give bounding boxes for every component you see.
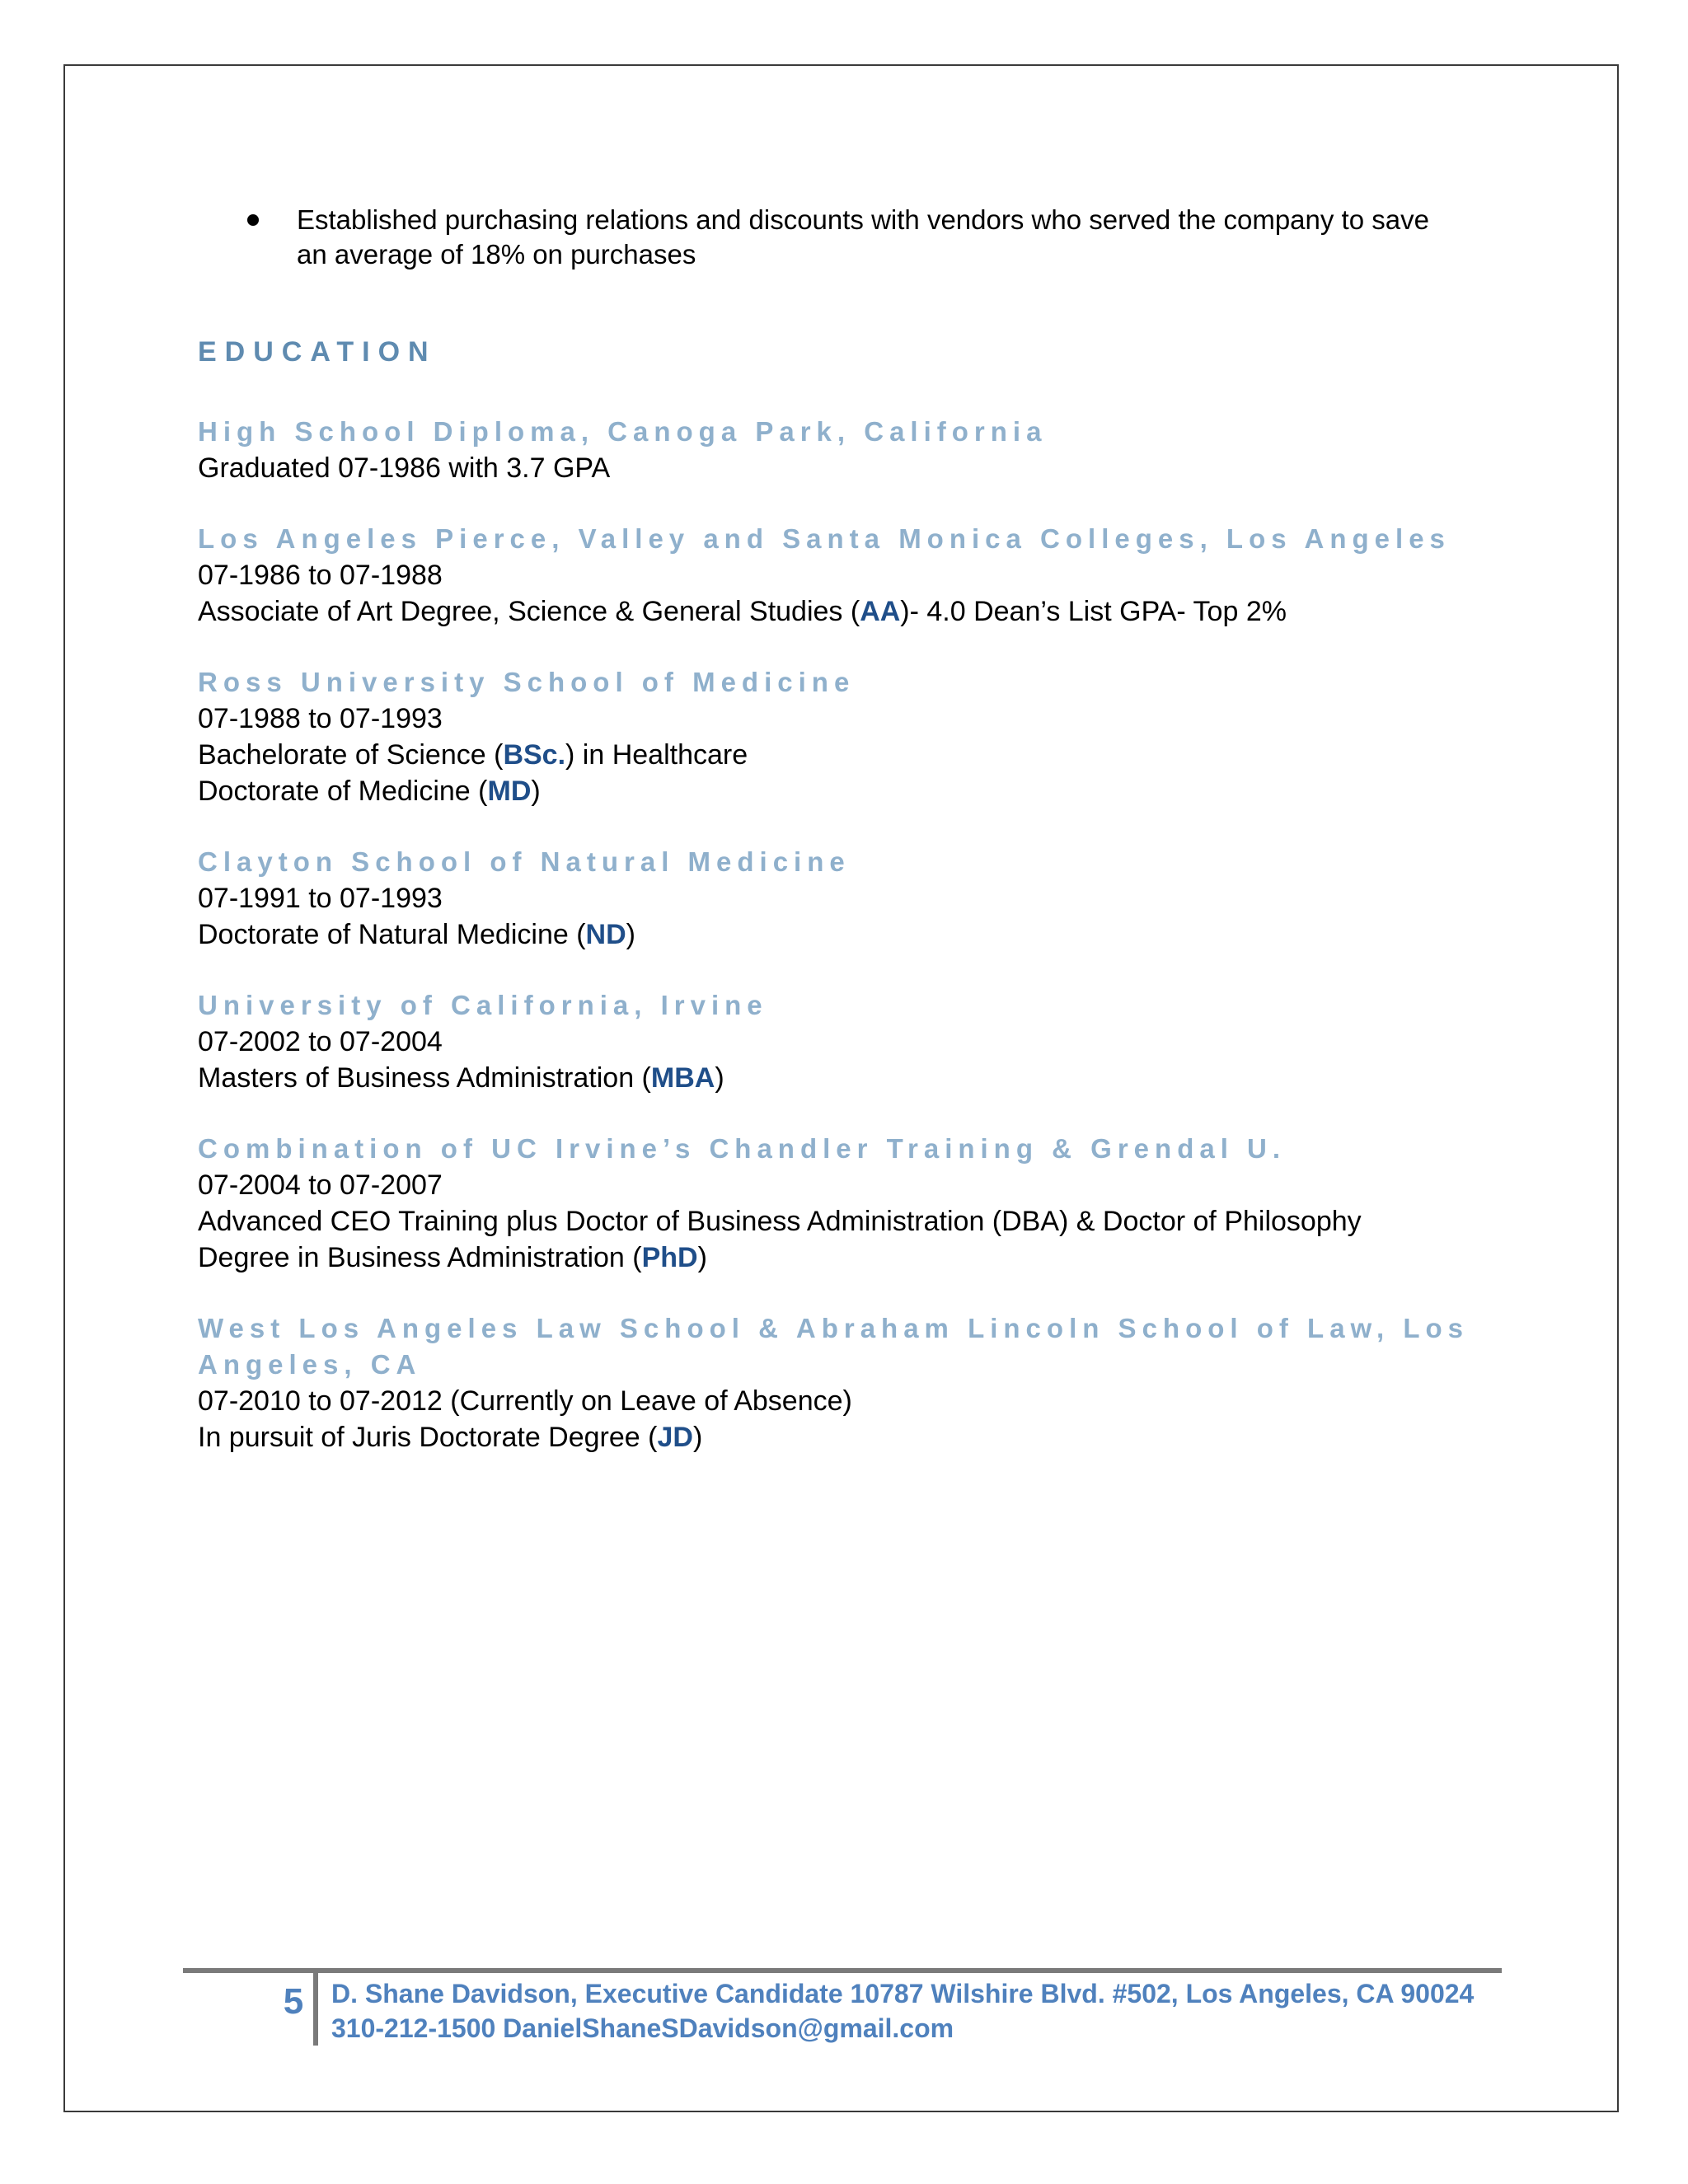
school-name-continued: Angeles, CA (198, 1349, 422, 1380)
education-degree (198, 916, 1484, 953)
education-entry (198, 521, 1484, 630)
education-entry (198, 1131, 1484, 1276)
degree-text: ) (626, 919, 635, 950)
education-dates: 07-1991 to 07-1993 (198, 883, 443, 914)
education-dates: 07-1986 to 07-1988 (198, 560, 443, 591)
education-degree (198, 593, 1484, 630)
page-number: 5 (283, 1981, 304, 2022)
degree-abbr: BSc. (503, 739, 566, 771)
degree-text: ) (531, 776, 541, 807)
school-name: Combination of UC Irvine’s Chandler Training & Grendal U. (198, 1133, 1287, 1164)
education-degree (198, 1419, 1484, 1455)
bullet-line-1: Established purchasing relations and discounts with vendors who served the company to save (297, 204, 1429, 235)
school-name: High School Diploma, Canoga Park, California (198, 416, 1048, 447)
education-entry (198, 844, 1484, 953)
education-degree (198, 773, 1484, 809)
footer-contact (331, 1976, 1474, 2046)
bullet-line-2: an average of 18% on purchases (297, 239, 696, 269)
degree-text: ) (692, 1422, 703, 1453)
education-dates: 07-2002 to 07-2004 (198, 1026, 443, 1057)
school-name: University of California, Irvine (198, 990, 768, 1020)
degree-text: Masters of Business Administration ( (198, 1062, 651, 1094)
footer-vertical-divider (313, 1971, 318, 2046)
degree-text: Doctorate of Natural Medicine ( (198, 919, 586, 950)
education-entry (198, 414, 1484, 486)
degree-text: In pursuit of Juris Doctorate Degree ( (198, 1422, 658, 1453)
bullet-text (297, 203, 1484, 272)
bullet-item (247, 203, 1484, 272)
section-title-education: EDUCATION (198, 336, 437, 368)
education-dates: 07-2004 to 07-2007 (198, 1169, 443, 1201)
bullet-icon (247, 214, 259, 226)
degree-abbr: MBA (650, 1062, 715, 1094)
education-detail: Graduated 07-1986 with 3.7 GPA (198, 452, 611, 484)
education-entry (198, 1310, 1484, 1455)
degree-abbr: JD (657, 1422, 693, 1453)
degree-abbr: PhD (641, 1242, 698, 1273)
footer-address: D. Shane Davidson, Executive Candidate 10787 Wilshire Blvd. #502, Los Angeles, CA 90024 (331, 1979, 1475, 2008)
footer-divider (183, 1968, 1502, 1973)
education-degree (198, 1060, 1484, 1096)
degree-text: ) (715, 1062, 724, 1094)
degree-text: Bachelorate of Science ( (198, 739, 504, 771)
school-name: Los Angeles Pierce, Valley and Santa Monica Colleges, Los Angeles (198, 523, 1451, 554)
degree-text: )- 4.0 Dean’s List GPA- Top 2% (900, 596, 1287, 627)
education-entry (198, 664, 1484, 809)
footer-phone-email: 310-212-1500 DanielShaneSDavidson@gmail.com (331, 2013, 954, 2043)
degree-abbr: ND (585, 919, 626, 950)
education-dates: 07-2010 to 07-2012 (Currently on Leave of Absence) (198, 1385, 852, 1417)
school-name: West Los Angeles Law School & Abraham Lincoln School of Law, Los (198, 1313, 1470, 1343)
education-detail: Advanced CEO Training plus Doctor of Business Administration (DBA) & Doctor of Philosophy (198, 1206, 1362, 1237)
education-list (198, 414, 1484, 1490)
school-name: Ross University School of Medicine (198, 667, 856, 697)
education-entry (198, 987, 1484, 1096)
degree-text: Degree in Business Administration ( (198, 1242, 642, 1273)
degree-text: Associate of Art Degree, Science & General Studies ( (198, 596, 860, 627)
degree-text: ) in Healthcare (565, 739, 748, 771)
degree-text: Doctorate of Medicine ( (198, 776, 488, 807)
education-dates: 07-1988 to 07-1993 (198, 703, 443, 734)
degree-text: ) (697, 1242, 707, 1273)
school-name: Clayton School of Natural Medicine (198, 846, 851, 877)
education-degree (198, 737, 1484, 773)
education-degree (198, 1240, 1484, 1276)
degree-abbr: MD (487, 776, 532, 807)
degree-abbr: AA (860, 596, 901, 627)
